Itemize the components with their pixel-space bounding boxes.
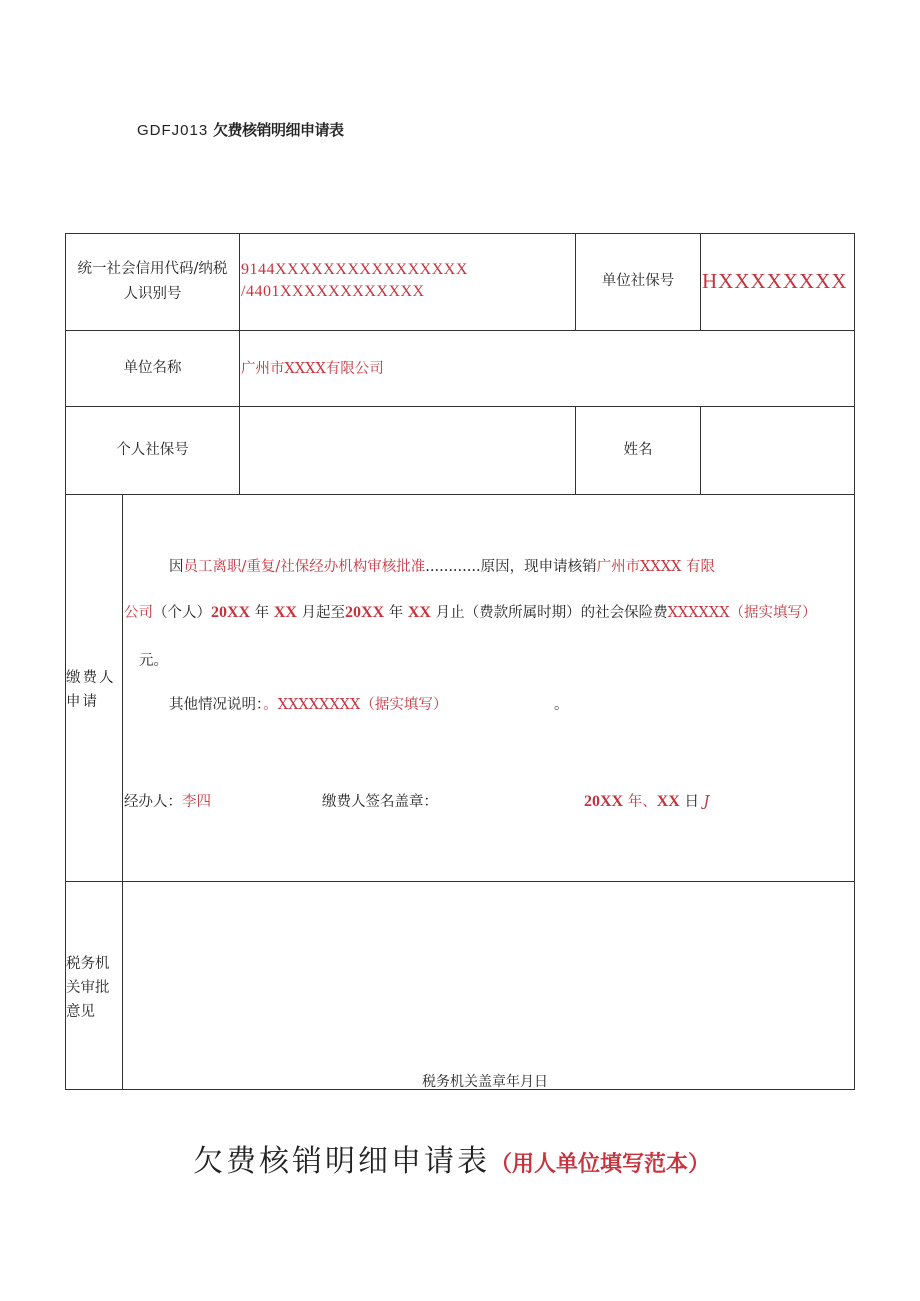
tax-review-label: 税务机 关审批 意见 [66,956,110,1020]
personal-ss-number-label: 个人社保号 [116,442,189,458]
application-amount-unit: 元。 [139,653,168,669]
document-code [137,119,344,140]
tax-stamp-date-line: 税务机关盖章年月日 [422,1074,548,1090]
other-notes: 其他情况说明：。XXXXXXXX（据实填写） [169,697,448,713]
unit-name-value: 广州市XXXX有限公司 [241,361,384,377]
application-paragraph-line-1: 因员工离职/重复/社保经办机构审核批准............原因，现申请核销广州市XXXX 有限 [169,559,715,575]
handler: 经办人：李四 [124,794,211,810]
credit-code-label: 统一社会信用代码/纳税 人识别号 [77,261,228,302]
payer-application-label: 缴费人 申请 [66,670,116,710]
payer-signature-label: 缴费人签名盖章： [322,794,438,810]
application-paragraph-line-2: 公司（个人）20XX 年 XX 月起至20XX 年 XX 月止（费款所属时期）的社会保险费XXXXXX（据实填写） [124,604,817,621]
unit-name-label: 单位名称 [123,360,182,376]
other-notes-end: 。 [554,697,569,713]
credit-code-value: 9144XXXXXXXXXXXXXXXX /4401XXXXXXXXXXXX [241,261,468,300]
template-note: （用人单位填写范本） [490,1152,711,1177]
form-code: GDFJ013 [137,122,209,139]
unit-ss-number-value: HXXXXXXXX [702,269,848,293]
application-date: 20XX 年、XX 日 J [584,793,710,810]
name-label: 姓名 [623,442,653,458]
document-main-title: 欠费核销明细申请表（用人单位填写范本） [193,1144,711,1179]
unit-ss-number-label: 单位社保号 [601,273,675,289]
form-title-small: 欠费核销明细申请表 [212,121,344,139]
